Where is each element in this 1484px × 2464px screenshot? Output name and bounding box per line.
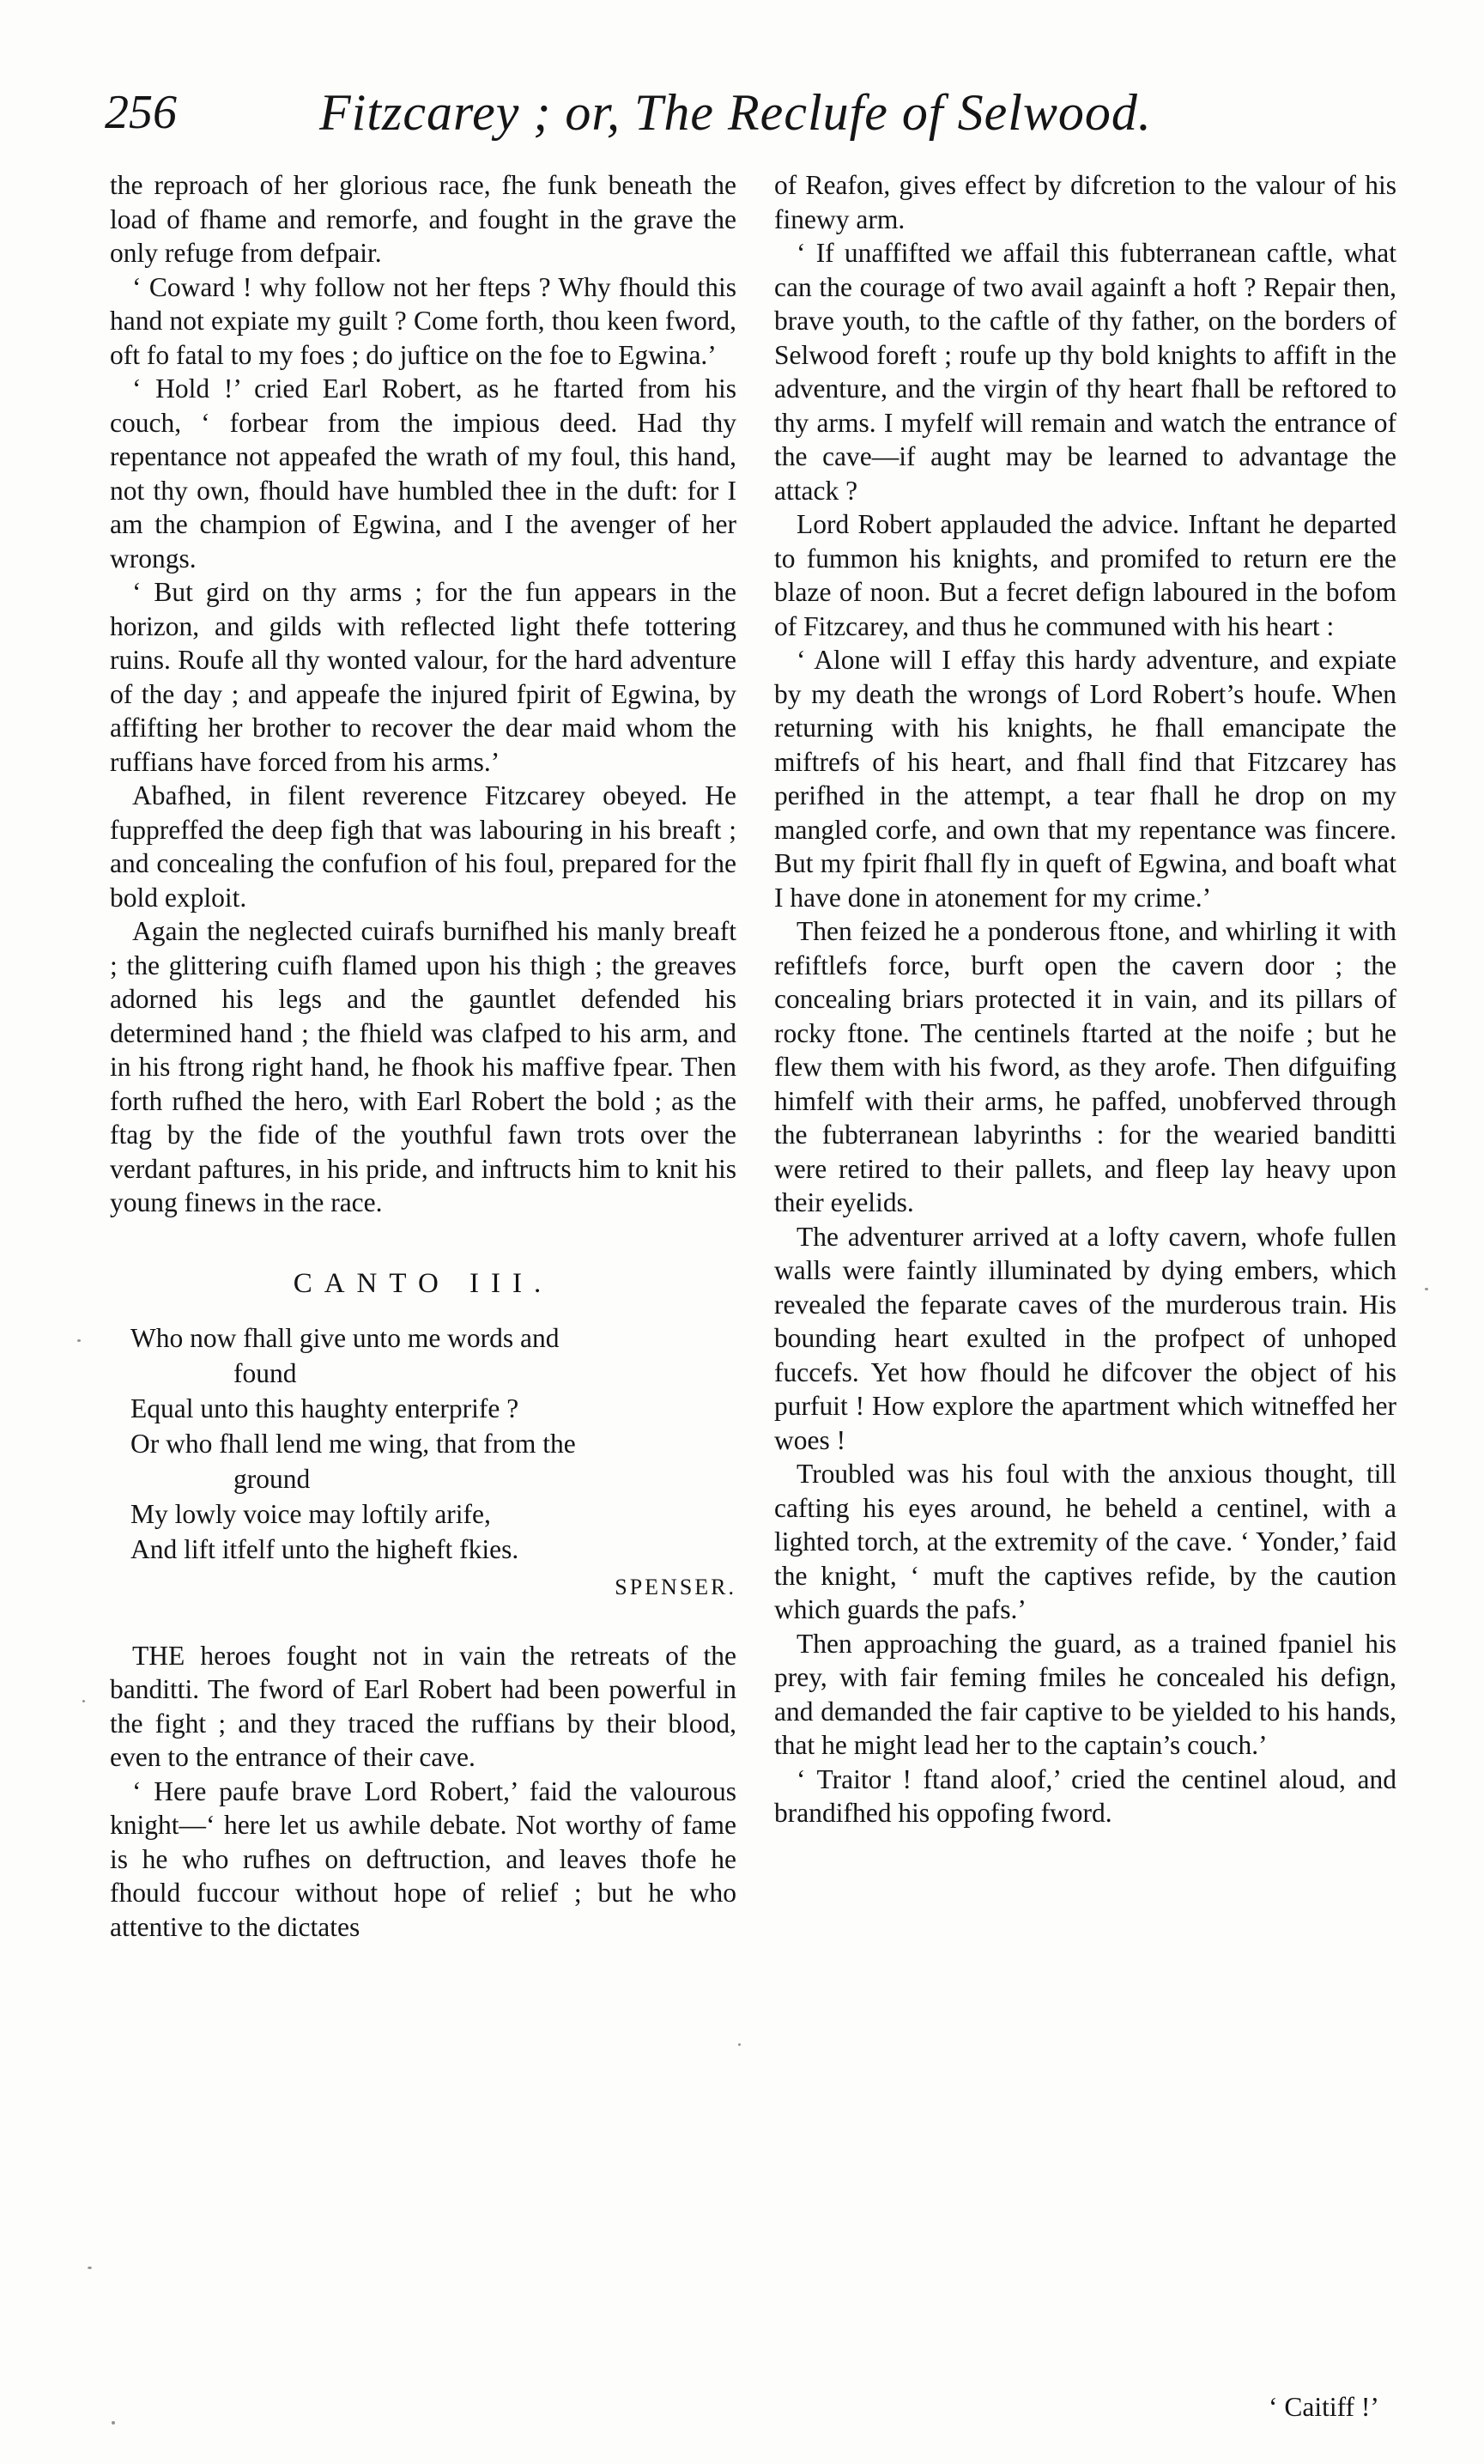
- paragraph: THE heroes fought not in vain the retreats of the banditti. The fword of Earl Robert had been powerful in the fight ; and they traced the ruffians by their blood, even to the entrance of their cave.: [110, 1640, 736, 1772]
- verse-attribution: SPENSER.: [615, 1574, 736, 1599]
- running-title: Fitzcarey ; or, The Reclufe of Selwood.: [319, 84, 1152, 141]
- verse-line: Or who fhall lend me wing, that from the: [130, 1428, 576, 1459]
- paragraph: ‘ But gird on thy arms ; for the fun appears in the horizon, and gilds with reflected light thefe tottering ruins. Roufe all thy wonted valour, for the hard adventure of the day ; and appeafe the injured fpirit of Egwina, by affifting her brother to recover the dear maid whom the ruffians have forced from his arms.’: [110, 577, 736, 777]
- scan-speck: [77, 1339, 81, 1342]
- scan-speck: [88, 2267, 92, 2269]
- right-column: [774, 168, 1396, 2435]
- page-number: 256: [105, 86, 177, 139]
- verse-line: found: [233, 1357, 297, 1388]
- scan-speck: [1425, 1288, 1428, 1290]
- canto-heading: CANTO III.: [293, 1267, 554, 1299]
- page-header: [105, 82, 1392, 151]
- verse-line: Equal unto this haughty enterprife ?: [130, 1393, 519, 1423]
- paragraph: of Reafon, gives effect by difcretion to the valour of his finewy arm.: [774, 170, 1396, 234]
- scan-speck: [738, 2043, 741, 2046]
- paragraph: Then approaching the guard, as a trained fpaniel his prey, with fair feming fmiles he concealed his defign, and demanded the fair captive to be yielded to his hands, that he might lead her to the captain’s couch.’: [774, 1628, 1396, 1760]
- verse-line: ground: [233, 1463, 311, 1494]
- paragraph: ‘ Coward ! why follow not her fteps ? Why fhould this hand not expiate my guilt ? Come forth, thou keen fword, oft fo fatal to my foes ; do juftice on the foe to Egwina.’: [110, 271, 736, 370]
- verse-line: And lift itfelf unto the higheft fkies.: [130, 1533, 519, 1564]
- scan-speck: [112, 2421, 115, 2425]
- left-column: [110, 168, 736, 2418]
- paragraph: ‘ Traitor ! ftand aloof,’ cried the centinel aloud, and brandifhed his oppofing fword.: [774, 1763, 1396, 1828]
- paragraph: ‘ Alone will I effay this hardy adventure, and expiate by my death the wrongs of Lord Robert’s houfe. When returning with his knights, he fhall emancipate the miftrefs of his heart, and fhall find that Fitzcarey has perifhed in the attempt, a tear fhall he drop on my mangled corfe, and own that my repentance was fincere. But my fpirit fhall fly in queft of Egwina, and boaft what I have done in atonement for my crime.’: [774, 645, 1396, 913]
- paragraph: ‘ Hold !’ cried Earl Robert, as he ftarted from his couch, ‘ forbear from the impious deed. Had thy repentance not appeafed the wrath of my foul, this hand, not thy own, fhould have humbled thee in the duft: for I am the champion of Egwina, and I the avenger of her wrongs.: [110, 373, 736, 574]
- paragraph: Then feized he a ponderous ftone, and whirling it with refiftlefs force, burft open the cavern door ; the concealing briars protected it in vain, and its pillars of rocky ftone. The centinels ftarted at the noife ; but he flew them with his fword, as they arofe. Then difguifing himfelf with their arms, he paffed, unobferved through the fubterranean labyrinths : for the wearied banditti were retired to their pallets, and fleep lay heavy upon their eyelids.: [774, 916, 1396, 1217]
- verse-epigraph: [130, 1320, 736, 1567]
- scan-speck: [82, 1700, 85, 1702]
- paragraph: the reproach of her glorious race, fhe funk beneath the load of fhame and remorfe, and fought in the grave the only refuge from defpair.: [110, 170, 736, 268]
- paragraph: Lord Robert applauded the advice. Inftant he departed to fummon his knights, and promifed to return ere the blaze of noon. But a fecret defign laboured in the bofom of Fitzcarey, and thus he communed with his heart :: [774, 509, 1396, 641]
- paragraph: Again the neglected cuirafs burnifhed his manly breaft ; the glittering cuifh flamed upon his thigh ; the greaves adorned his legs and the gauntlet defended his determined hand ; the fhield was clafped to his arm, and in his ftrong right hand, he fhook his maffive fpear. Then forth rufhed the hero, with Earl Robert the bold ; as the ftag by the fide of the youthful fawn trots over the verdant paftures, in his pride, and inftructs him to knit his young finews in the race.: [110, 916, 736, 1217]
- paragraph: Abafhed, in filent reverence Fitzcarey obeyed. He fuppreffed the deep figh that was labouring in his breaft ; and concealing the confufion of his foul, prepared for the bold exploit.: [110, 780, 736, 913]
- paragraph: ‘ Here paufe brave Lord Robert,’ faid the valourous knight—‘ here let us awhile debate. Not worthy of fame is he who rufhes on deftruction, and leaves thofe he fhould fuccour without hope of relief ; but he who attentive to the dictates: [110, 1775, 736, 1942]
- verse-line: My lowly voice may loftily arife,: [130, 1498, 491, 1529]
- catchword: ‘ Caitiff !’: [1269, 2392, 1379, 2422]
- verse-line: Who now fhall give unto me words and: [130, 1322, 560, 1353]
- paragraph: Troubled was his foul with the anxious thought, till cafting his eyes around, he beheld a centinel, with a lighted torch, at the extremity of the cave. ‘ Yonder,’ faid the knight, ‘ muft the captives refide, by the caution which guards the pafs.’: [774, 1459, 1396, 1624]
- paragraph: The adventurer arrived at a lofty cavern, whofe fullen walls were faintly illuminated by dying embers, which revealed the feparate caves of the murderous train. His bounding heart exulted in the profpect of unhoped fuccefs. Yet how fhould he difcover the object of his purfuit ! How explore the apartment which witneffed her woes !: [774, 1221, 1396, 1455]
- paragraph: ‘ If unaffifted we affail this fubterranean caftle, what can the courage of two avail againft a hoft ? Repair then, brave youth, to the caftle of thy father, on the borders of Selwood foreft ; roufe up thy bold knights to affift in the adventure, and the virgin of thy heart fhall be reftored to thy arms. I myfelf will remain and watch the entrance of the cave—if aught may be learned to advantage the attack ?: [774, 238, 1396, 506]
